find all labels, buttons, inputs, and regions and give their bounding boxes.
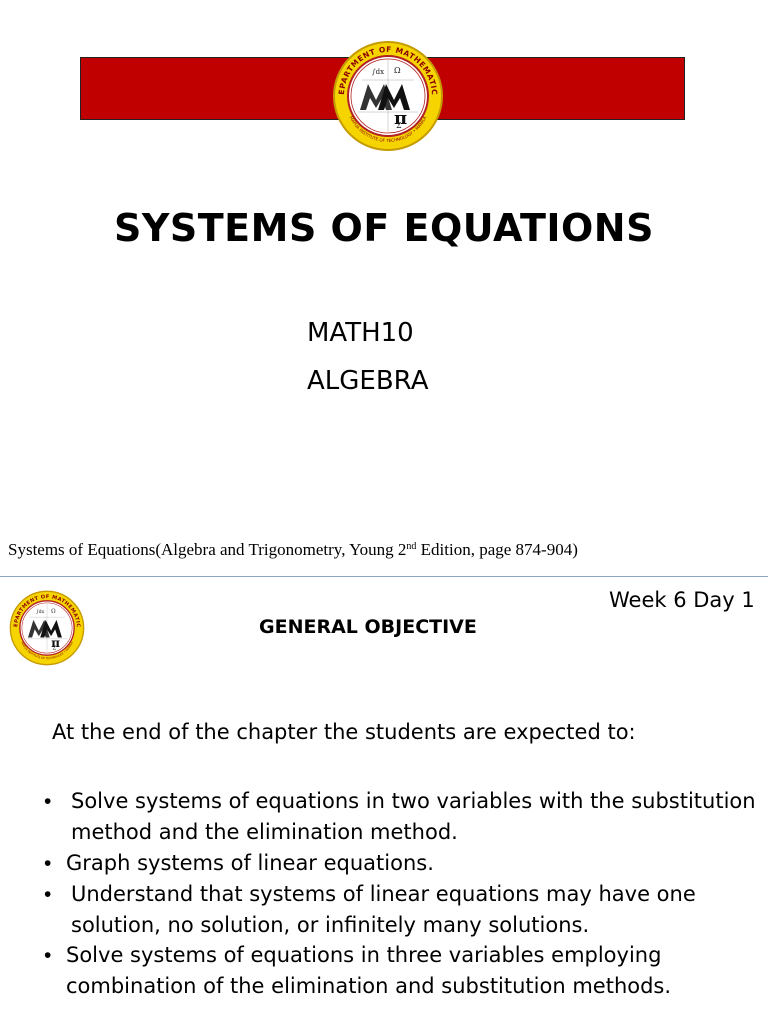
reference-text-end: Edition, page 874-904) xyxy=(416,540,578,559)
reference-text-start: Systems of Equations(Algebra and Trigonometry, Young 2 xyxy=(8,540,407,559)
bullet-icon: • xyxy=(44,852,52,875)
objective-heading: GENERAL OBJECTIVE xyxy=(259,616,477,638)
department-seal-logo-small xyxy=(9,590,85,666)
objective-item xyxy=(71,879,696,941)
objective-line: Solve systems of equations in two variables with the substitution xyxy=(71,789,756,813)
objective-line: combination of the elimination and substitution methods. xyxy=(66,974,672,998)
objective-line: Graph systems of linear equations. xyxy=(66,851,434,875)
week-label: Week 6 Day 1 xyxy=(609,588,755,612)
bullet-icon: • xyxy=(44,944,52,967)
reference-ordinal-suffix: nd xyxy=(406,541,417,552)
objective-item xyxy=(66,940,671,1002)
department-seal-logo xyxy=(332,40,444,152)
objectives-slide xyxy=(0,578,768,1024)
objective-line: Solve systems of equations in three variables employing xyxy=(66,943,662,967)
objective-line: solution, no solution, or infinitely many solutions. xyxy=(71,913,590,937)
objective-item xyxy=(71,786,756,848)
course-code: MATH10 xyxy=(307,318,414,348)
objective-line: Understand that systems of linear equations may have one xyxy=(71,882,696,906)
course-name: ALGEBRA xyxy=(307,366,429,396)
bullet-icon: • xyxy=(44,790,52,813)
objective-intro: At the end of the chapter the students are expected to: xyxy=(52,720,636,744)
objective-line: method and the elimination method. xyxy=(71,820,458,844)
slide-title: SYSTEMS OF EQUATIONS xyxy=(114,206,654,250)
reference-citation xyxy=(8,540,578,560)
objective-item xyxy=(66,848,434,879)
bullet-icon: • xyxy=(44,883,52,906)
